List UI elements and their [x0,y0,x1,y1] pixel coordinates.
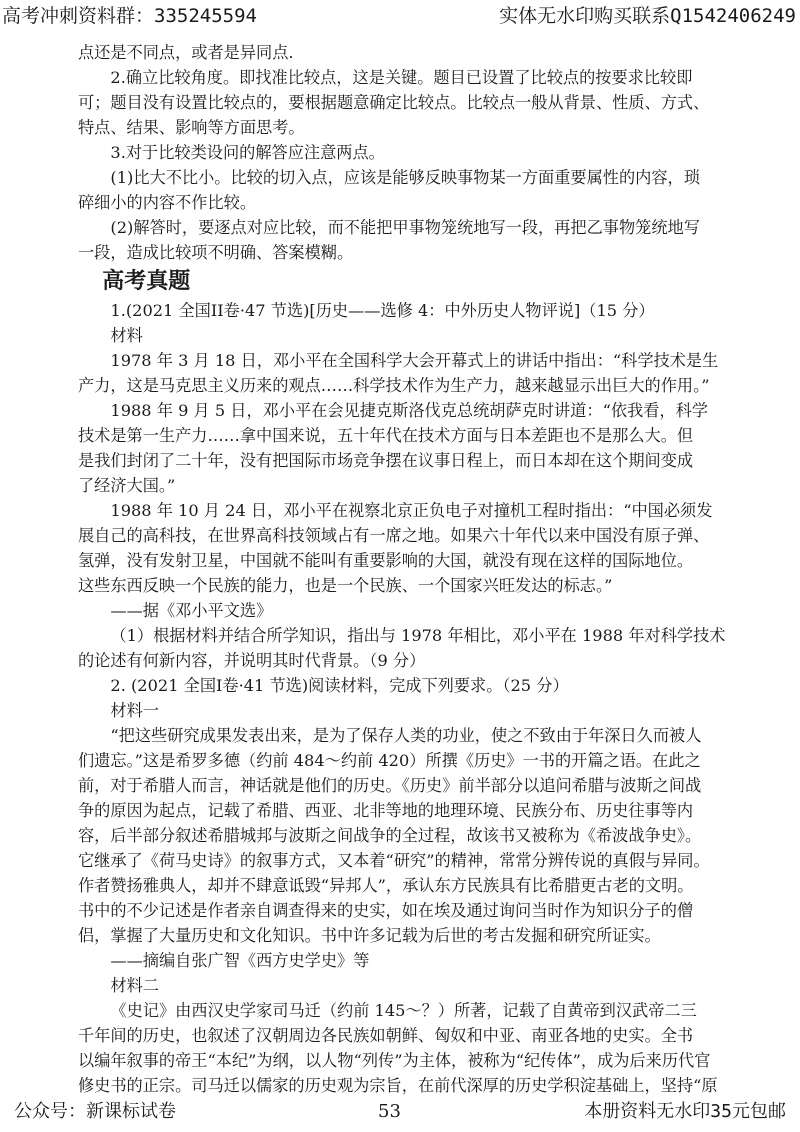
footer-promo: 本册资料无水印35元包邮 [584,1101,786,1122]
body-line: 产力，这是马克思主义历来的观点……科学技术作为生产力，越来越显示出巨大的作用。” [78,376,710,395]
body-line: 1978 年 3 月 18 日，邓小平在全国科学大会开幕式上的讲话中指出：“科学技术是生 [110,351,719,370]
body-line: 前，对于希腊人而言，神话就是他们的历史。《历史》前半部分以追问希腊与波斯之间战 [78,776,702,795]
body-line: (1)比大不比小。比较的切入点，应该是能够反映事物某一方面重要属性的内容，琐 [110,168,700,187]
body-line: 可；题目没有设置比较点的，要根据题意确定比较点。比较点一般从背景、性质、方式、 [78,93,710,112]
body-line: 容，后半部分叙述希腊城邦与波斯之间战争的全过程，故该书又被称为《希波战争史》。 [78,826,702,845]
body-line: 侣，掌握了大量历史和文化知识。书中许多记载为后世的考古发掘和研究所证实。 [78,926,661,945]
question-heading: 1.(2021 全国II卷·47 节选)[历史——选修 4：中外历史人物评说]（15 分） [110,301,655,320]
body-line: 《史记》由西汉史学家司马迁（约前 145～？）所著，记载了自黄帝到汉武帝二三 [110,1001,697,1020]
source-citation: ——据《邓小平文选》 [110,601,273,620]
material-label: 材料一 [110,701,159,720]
body-line: 2.确立比较角度。即找准比较点，这是关键。题目已设置了比较点的按要求比较即 [110,68,693,87]
page-number: 53 [378,1101,401,1122]
material-label: 材料二 [110,976,159,995]
body-line: 这些东西反映一个民族的能力，也是一个民族、一个国家兴旺发达的标志。” [78,576,613,595]
body-line: 一段，造成比较项不明确、答案模糊。 [78,243,354,262]
header-group-info: 高考冲刺资料群：335245594 [2,5,257,27]
body-line: 修史书的正宗。司马迁以儒家的历史观为宗旨，在前代深厚的历史学积淀基础上，坚持“原 [78,1076,718,1095]
body-line: 的论述有何新内容，并说明其时代背景。（9 分） [78,651,426,670]
body-line: 了经济大国。” [78,476,176,495]
material-label: 材料 [110,326,143,345]
body-line: 氢弹，没有发射卫星，中国就不能叫有重要影响的大国，就没有现在这样的国际地位。 [78,551,694,570]
body-line: 特点、结果、影响等方面思考。 [78,118,305,137]
page-header [0,0,800,32]
body-line: 碎细小的内容不作比较。 [78,193,257,212]
section-title: 高考真题 [102,269,191,294]
body-line: 1988 年 9 月 5 日，邓小平在会见捷克斯洛伐克总统胡萨克时讲道：“依我看，科学 [110,401,708,420]
body-line: 千年间的历史，也叙述了汉朝周边各民族如朝鲜、匈奴和中亚、南亚各地的史实。全书 [78,1026,694,1045]
body-line: 1988 年 10 月 24 日，邓小平在视察北京正负电子对撞机工程时指出：“中国必须发 [110,501,713,520]
body-line: (2)解答时，要逐点对应比较，而不能把甲事物笼统地写一段，再把乙事物笼统地写 [110,218,700,237]
sub-question: （1）根据材料并结合所学知识，指出与 1978 年相比，邓小平在 1988 年对科学技术 [110,626,726,645]
body-line: 书中的不少记述是作者亲自调查得来的史实，如在埃及通过询问当时作为知识分子的僧 [78,901,694,920]
question-heading: 2. (2021 全国I卷·41 节选)阅读材料，完成下列要求。（25 分） [110,676,569,695]
body-line: 作者赞扬雅典人，却并不肆意诋毁“异邦人”，承认东方民族具有比希腊更古老的文明。 [78,876,694,895]
body-line: 是我们封闭了二十年，没有把国际市场竞争摆在议事日程上，而日本却在这个期间变成 [78,451,694,470]
body-line: 展自己的高科技，在世界高科技领域占有一席之地。如果六十年代以来中国没有原子弹、 [78,526,710,545]
body-line: 它继承了《荷马史诗》的叙事方式，又本着“研究”的精神，常常分辨传说的真假与异同。 [78,851,710,870]
body-line: 点还是不同点，或者是异同点. [78,43,294,62]
document-body [78,40,774,1098]
body-line: “把这些研究成果发表出来，是为了保存人类的功业，使之不致由于年深日久而被人 [110,726,702,745]
source-citation: ——摘编自张广智《西方史学史》等 [110,951,370,970]
footer-public-account: 公众号：新课标试卷 [14,1101,176,1122]
body-line: 争的原因为起点，记载了希腊、西亚、北非等地的地理环境、民族分布、历史往事等内 [78,801,694,820]
body-line: 技术是第一生产力……拿中国来说，五十年代在技术方面与日本差距也不是那么大。但 [78,426,694,445]
body-line: 们遗忘。”这是希罗多德（约前 484～约前 420）所撰《历史》一书的开篇之语。在此之 [78,751,701,770]
page-footer [0,1092,800,1132]
body-line: 3.对于比较类设问的解答应注意两点。 [110,143,385,162]
body-line: 以编年叙事的帝王“本纪”为纲，以人物“列传”为主体，被称为“纪传体”，成为后来历代官 [78,1051,711,1070]
header-contact-info: 实体无水印购买联系Q1542406249 [499,5,796,27]
